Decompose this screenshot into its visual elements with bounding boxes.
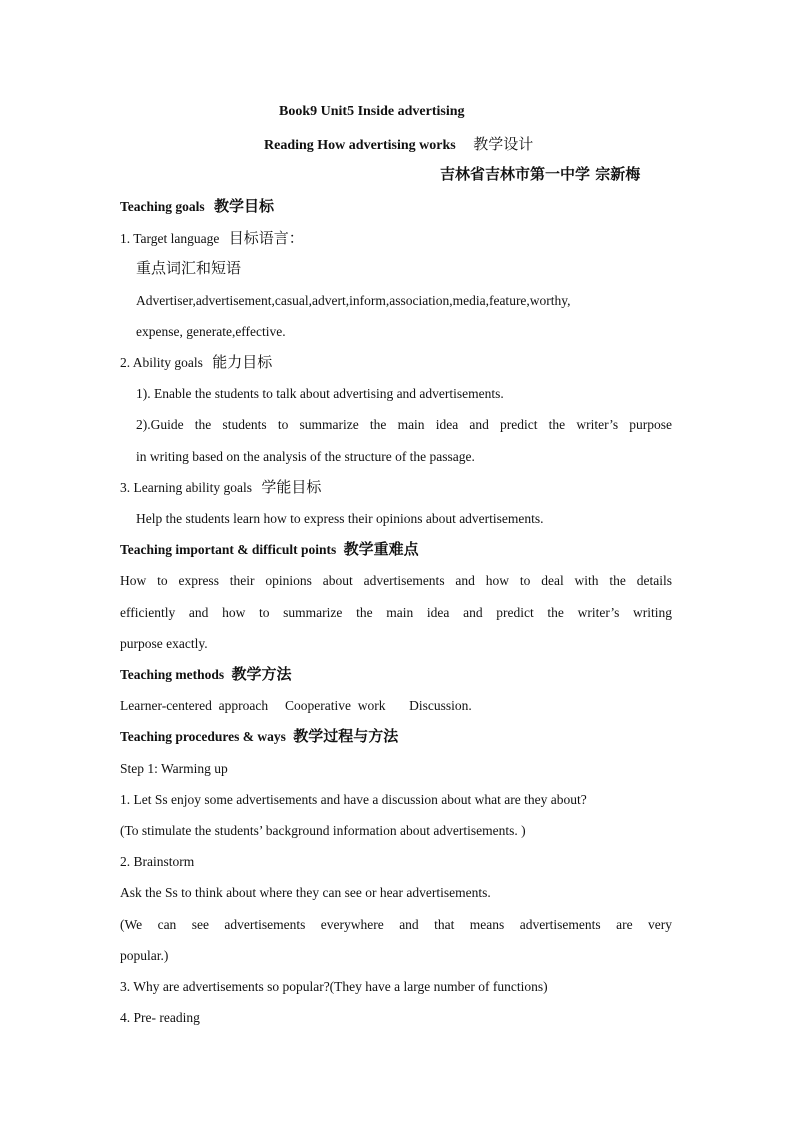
heading-english: Teaching procedures & ways (120, 729, 286, 744)
procedure-text: Ask the Ss to think about where they can see or hear advertisements. (120, 885, 491, 900)
difficult-points-text: efficiently and how to summarize the main idea and predict the writer’s writing (120, 605, 672, 620)
heading-english: Teaching goals (120, 199, 205, 214)
learning-goals-chinese: 学能目标 (261, 478, 322, 496)
learning-goals-item: Help the students learn how to express their opinions about advertisements. (136, 511, 544, 526)
ability-item: 1). Enable the students to talk about advertising and advertisements. (136, 386, 504, 401)
procedure-item: 1. Let Ss enjoy some advertisements and have a discussion about what are they about? (120, 792, 587, 807)
ability-goals-english: 2. Ability goals (120, 355, 203, 370)
vocab-line: Advertiser,advertisement,casual,advert,inform,association,media,feature,worthy, (136, 293, 571, 308)
procedure-item: 3. Why are advertisements so popular?(They have a large number of functions) (120, 979, 548, 994)
vocab-heading: 重点词汇和短语 (136, 259, 242, 277)
teaching-methods-heading (120, 664, 292, 685)
procedure-item: 2. Brainstorm (120, 854, 195, 869)
teaching-procedures-heading (120, 726, 398, 747)
heading-chinese: 教学方法 (231, 665, 292, 683)
difficult-points-text: How to express their opinions about advertisements and how to deal with the details (120, 573, 672, 588)
author-line: 吉林省吉林市第一中学 宗新梅 (440, 165, 641, 183)
heading-chinese: 教学过程与方法 (293, 727, 399, 745)
target-language-chinese: 目标语言： (228, 229, 304, 247)
step-heading: Step 1: Warming up (120, 761, 228, 776)
subtitle-chinese: 教学设计 (473, 135, 534, 153)
difficult-points-text: purpose exactly. (120, 636, 208, 651)
heading-english: Teaching important & difficult points (120, 542, 337, 557)
heading-english: Teaching methods (120, 667, 225, 682)
ability-goals-chinese: 能力目标 (212, 353, 273, 371)
ability-item: 2).Guide the students to summarize the main idea and predict the writer’s purpose (136, 417, 672, 432)
target-language-english: 1. Target language (120, 231, 220, 246)
subtitle-english: Reading How advertising works (264, 138, 456, 153)
ability-item-continued: in writing based on the analysis of the structure of the passage. (136, 449, 475, 464)
learning-goals-line (120, 477, 321, 498)
document-title: Book9 Unit5 Inside advertising (279, 104, 465, 119)
procedure-note: popular.) (120, 948, 169, 963)
procedure-note: (We can see advertisements everywhere and that means advertisements are very (120, 917, 672, 932)
procedure-item: 4. Pre- reading (120, 1010, 200, 1025)
difficult-points-heading (120, 539, 419, 560)
heading-chinese: 教学目标 (214, 197, 275, 215)
teaching-methods-text: Learner-centered approach Cooperative work Discussion. (120, 698, 472, 713)
heading-chinese: 教学重难点 (343, 540, 419, 558)
ability-goals-line (120, 352, 272, 373)
procedure-note: (To stimulate the students’ background information about advertisements. ) (120, 823, 526, 838)
vocab-line: expense, generate,effective. (136, 324, 286, 339)
learning-goals-english: 3. Learning ability goals (120, 480, 252, 495)
document-subtitle (264, 134, 533, 156)
target-language-line (120, 228, 304, 249)
teaching-goals-heading (120, 196, 274, 217)
